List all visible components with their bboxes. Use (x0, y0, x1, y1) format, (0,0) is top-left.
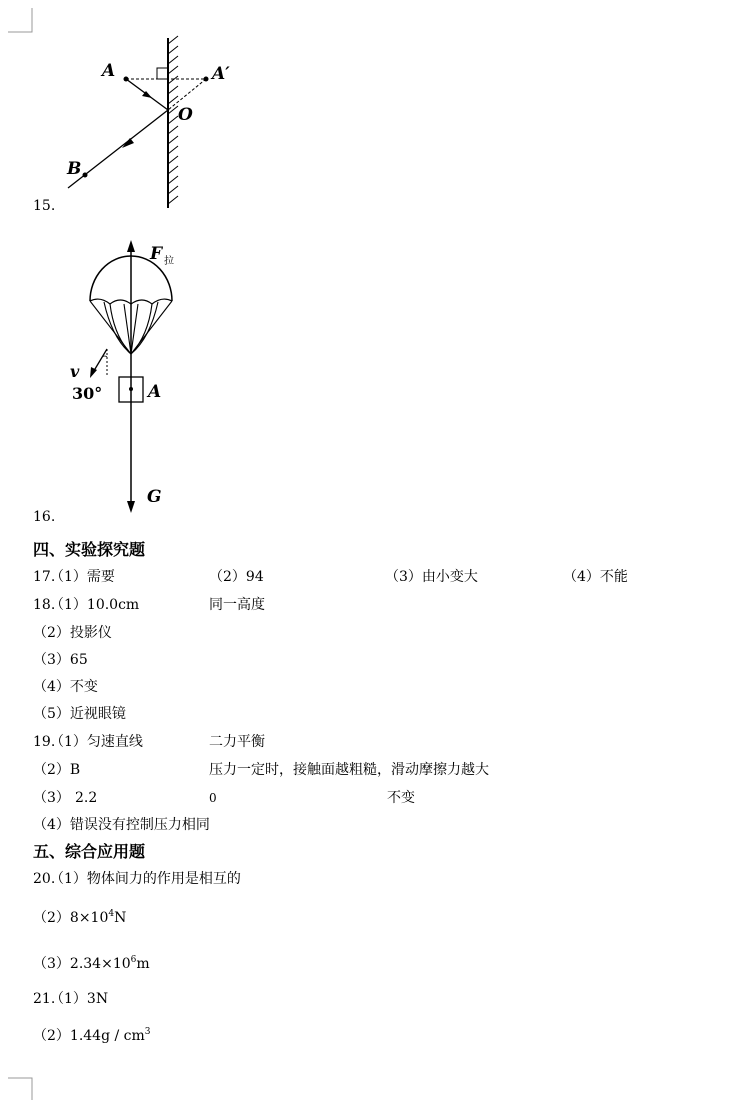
q20-answer-3-exponent: 6 (130, 955, 137, 965)
fig15-label-a: A (102, 61, 116, 81)
q19-answer-3c: 0 (209, 791, 217, 805)
q18-answer-2: （2）投影仪 (33, 625, 112, 641)
q20-answer-3-unit: m (136, 956, 150, 972)
q19-answer-4: （4）错误没有控制压力相同 (33, 817, 210, 833)
q18-answer-1a: （1）10.0cm (50, 597, 140, 613)
q21-number: 21. (33, 991, 56, 1007)
q21-answer-2 (33, 1028, 151, 1044)
q19-answer-1a: （1）匀速直线 (50, 734, 143, 750)
question-number-15: 15. (33, 198, 56, 214)
q17-answer-3: （3）由小变大 (385, 569, 478, 585)
q19-answer-3b: 2.2 (75, 790, 98, 806)
fig16-label-a: A (148, 382, 162, 402)
q20-answer-2-prefix: （2） (33, 910, 70, 926)
fig16-label-v: v (70, 362, 80, 381)
question-number-16: 16. (33, 509, 56, 525)
q19-answer-3a: （3） (33, 790, 70, 806)
q18-answer-5: （5）近视眼镜 (33, 706, 126, 722)
fig16-label-f: F (150, 244, 163, 264)
q17-answer-4: （4）不能 (563, 569, 628, 585)
q21-answer-1: （1）3N (50, 991, 109, 1007)
q20-answer-2-unit: N (114, 910, 127, 926)
q18-number: 18. (33, 597, 56, 613)
section-4-title: 四、实验探究题 (33, 540, 146, 559)
fig15-label-a-prime: A′ (212, 64, 230, 84)
q18-answer-4: （4）不变 (33, 679, 98, 695)
q20-answer-3-base: 2.34×10 (69, 956, 131, 972)
q21-answer-2-prefix: （2） (33, 1028, 70, 1044)
q17-answer-1: （1）需要 (50, 569, 115, 585)
fig15-label-o: O (178, 105, 193, 125)
q20-answer-3-prefix: （3） (33, 956, 70, 972)
q19-answer-2b: 压力一定时，接触面越粗糙，滑动摩擦力越大 (209, 762, 489, 778)
fig16-label-angle: 30° (72, 384, 103, 403)
q19-answer-3d: 不变 (387, 790, 415, 806)
q21-answer-2-base: 1.44g / cm (69, 1028, 145, 1044)
fig16-label-f-subscript: 拉 (164, 256, 174, 267)
fig15-label-b: B (67, 159, 82, 179)
q17-answer-2: （2）94 (209, 569, 264, 585)
q20-answer-2-base: 8×10 (69, 910, 109, 926)
q20-answer-3 (33, 956, 150, 972)
figure-15-mirror-reflection (60, 36, 240, 216)
q19-number: 19. (33, 734, 56, 750)
figure-16-parachute-forces (64, 236, 204, 521)
section-5-title: 五、综合应用题 (33, 842, 146, 861)
q20-number: 20. (33, 871, 56, 887)
q17-number: 17. (33, 569, 56, 585)
q19-answer-2a: （2）B (33, 762, 81, 778)
corner-mark-top (0, 0, 40, 40)
q18-answer-3: （3）65 (33, 652, 88, 668)
q19-answer-1b: 二力平衡 (209, 734, 265, 750)
q20-answer-1: （1）物体间力的作用是相互的 (50, 871, 241, 887)
corner-mark-bottom (0, 1070, 40, 1100)
q18-answer-1b: 同一高度 (209, 597, 265, 613)
q20-answer-2 (33, 910, 126, 926)
q21-answer-2-exponent: 3 (144, 1027, 151, 1037)
fig16-label-g: G (147, 487, 162, 507)
q20-answer-2-exponent: 4 (108, 909, 115, 919)
